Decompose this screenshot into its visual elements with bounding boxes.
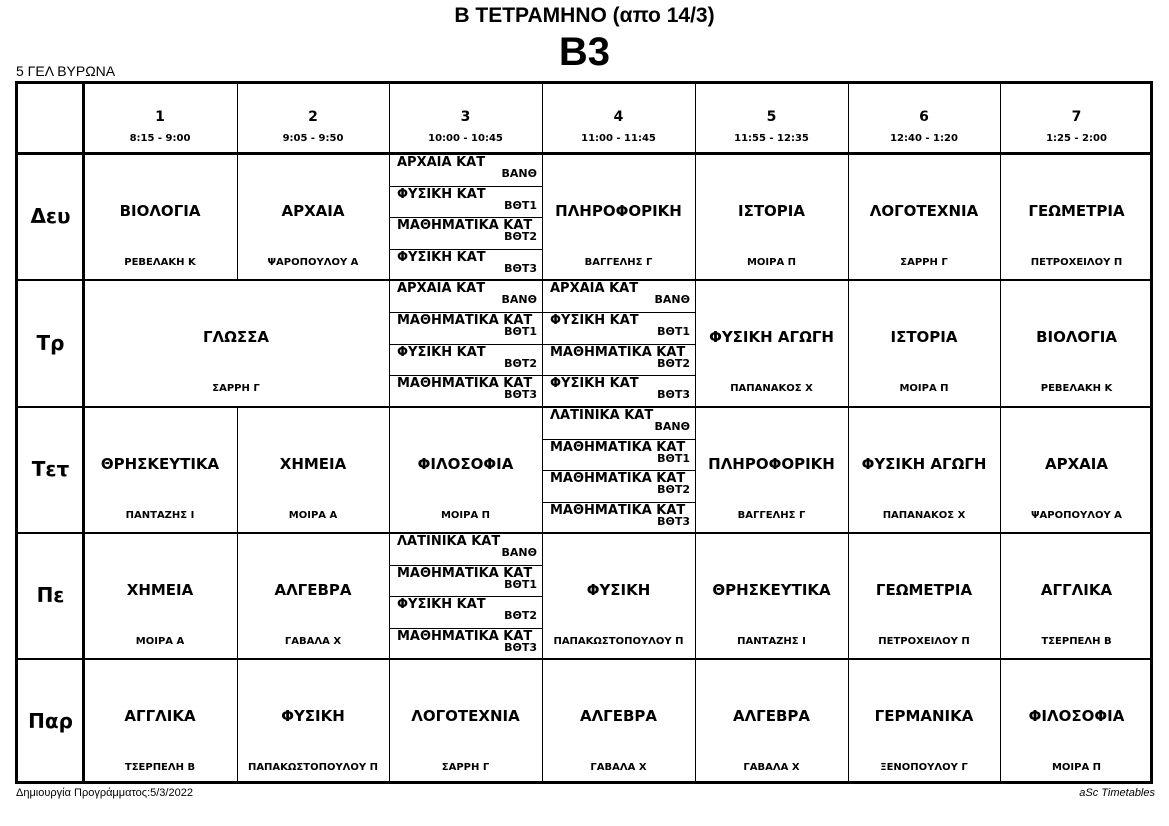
lesson-teacher: ΒΑΓΓΕΛΗΣ Γ (584, 257, 653, 268)
period-number: 4 (613, 109, 624, 125)
created-date: Δημιουργία Προγράμματος:5/3/2022 (16, 787, 193, 799)
split-lesson (389, 344, 542, 376)
lesson-cell (83, 659, 237, 784)
split-lesson-group: ΒΘΤ2 (504, 356, 537, 370)
lesson-teacher: ΒΑΓΓΕΛΗΣ Γ (737, 510, 806, 521)
lesson-subject: ΓΛΩΣΣΑ (202, 328, 270, 346)
lesson-teacher: ΤΣΕΡΠΕΛΗ Β (124, 762, 196, 773)
lesson-subject: ΑΛΓΕΒΡΑ (732, 707, 811, 725)
lesson-teacher: ΜΟΙΡΑ Α (135, 636, 185, 647)
lesson-subject: ΑΓΓΛΙΚΑ (1040, 581, 1113, 599)
split-lesson (542, 470, 695, 502)
split-lesson-subject: ΜΑΘΗΜΑΤΙΚΑ ΚΑΤ (397, 565, 533, 581)
lesson-teacher: ΞΕΝΟΠΟΥΛΟΥ Γ (880, 762, 968, 773)
split-divider (542, 312, 695, 313)
split-lesson-group: ΒΘΤ1 (504, 577, 537, 591)
split-divider (389, 375, 542, 376)
lesson-teacher: ΨΑΡΟΠΟΥΛΟΥ Α (1031, 510, 1122, 521)
lesson-cell (1000, 533, 1153, 659)
lesson-subject: ΑΡΧΑΙΑ (1045, 455, 1108, 473)
lesson-teacher: ΠΑΠΑΚΩΣΤΟΠΟΥΛΟΥ Π (247, 762, 379, 773)
day-label: Δευ (30, 204, 71, 228)
period-time: 1:25 - 2:00 (1046, 133, 1107, 144)
split-lesson (542, 375, 695, 407)
lesson-teacher: ΓΑΒΑΛΑ Χ (743, 762, 800, 773)
split-lesson-subject: ΦΥΣΙΚΗ ΚΑΤ (397, 597, 486, 612)
lesson-teacher: ΠΑΝΤΑΖΗΣ Ι (737, 636, 806, 647)
split-lesson (389, 533, 542, 565)
lesson-subject: ΦΙΛΟΣΟΦΙΑ (1028, 707, 1125, 725)
period-time: 8:15 - 9:00 (129, 133, 191, 144)
split-lesson-subject: ΛΑΤΙΝΙΚΑ ΚΑΤ (550, 408, 654, 423)
lesson-cell (848, 659, 1000, 784)
lesson-cell (695, 280, 848, 407)
period-header (1000, 109, 1153, 144)
lesson-cell (83, 533, 237, 659)
split-lesson (389, 154, 542, 186)
split-lesson-subject: ΦΥΣΙΚΗ ΚΑΤ (550, 312, 639, 328)
lesson-subject: ΦΙΛΟΣΟΦΙΑ (417, 455, 514, 473)
period-time: 10:00 - 10:45 (428, 133, 503, 144)
lesson-cell (1000, 280, 1153, 407)
lesson-cell (848, 407, 1000, 533)
lesson-subject: ΠΛΗΡΟΦΟΡΙΚΗ (555, 202, 682, 220)
lesson-teacher: ΜΟΙΡΑ Π (899, 383, 949, 394)
day-label: Παρ (28, 708, 73, 733)
period-number: 5 (766, 109, 777, 125)
split-lesson-subject: ΜΑΘΗΜΑΤΙΚΑ ΚΑΤ (397, 312, 533, 328)
lesson-cell (848, 533, 1000, 659)
lesson-cell (83, 280, 389, 407)
lesson-cell (695, 407, 848, 533)
lesson-cell (237, 533, 389, 659)
lesson-subject: ΙΣΤΟΡΙΑ (890, 328, 958, 346)
lesson-subject: ΑΛΓΕΒΡΑ (579, 707, 658, 725)
split-lesson-group: ΒΘΤ3 (504, 261, 537, 275)
split-lesson-group: ΒΑΝΘ (654, 420, 690, 433)
split-lesson-subject: ΑΡΧΑΙΑ ΚΑΤ (397, 155, 486, 170)
split-lesson (389, 565, 542, 597)
lesson-teacher: ΤΣΕΡΠΕΛΗ Β (1041, 636, 1112, 647)
split-divider (389, 628, 542, 629)
lesson-teacher: ΣΑΡΡΗ Γ (900, 257, 948, 268)
lesson-subject: ΘΡΗΣΚΕΥΤΙΚΑ (712, 581, 831, 599)
lesson-cell (389, 659, 542, 784)
split-lesson (542, 280, 695, 312)
split-divider (542, 439, 695, 440)
lesson-cell (848, 280, 1000, 407)
period-number: 1 (155, 109, 165, 125)
lesson-teacher: ΠΑΠΑΚΩΣΤΟΠΟΥΛΟΥ Π (553, 636, 684, 647)
split-lesson (389, 249, 542, 281)
lesson-subject: ΓΕΡΜΑΝΙΚΑ (874, 707, 974, 725)
split-lesson-group: ΒΘΤ2 (657, 356, 690, 370)
day-label: Τρ (36, 330, 65, 355)
period-time: 12:40 - 1:20 (890, 133, 958, 144)
split-lesson-subject: ΜΑΘΗΜΑΤΙΚΑ ΚΑΤ (550, 439, 686, 455)
period-number: 2 (308, 109, 318, 125)
lesson-cell (542, 659, 695, 784)
split-lesson-group: ΒΑΝΘ (654, 293, 690, 306)
lesson-teacher: ΜΟΙΡΑ Π (746, 257, 797, 268)
split-lesson-group: ΒΘΤ3 (657, 388, 690, 402)
split-lesson-subject: ΦΥΣΙΚΗ ΚΑΤ (397, 344, 486, 360)
lesson-cell (237, 659, 389, 784)
lesson-cell (542, 533, 695, 659)
class-name: Β3 (558, 30, 611, 74)
period-number: 3 (460, 109, 471, 125)
split-lesson (389, 280, 542, 312)
lesson-subject: ΒΙΟΛΟΓΙΑ (1036, 328, 1117, 346)
period-header (695, 109, 848, 144)
lesson-teacher: ΡΕΒΕΛΑΚΗ Κ (124, 257, 196, 268)
split-lesson-subject: ΜΑΘΗΜΑΤΙΚΑ ΚΑΤ (397, 218, 533, 233)
lesson-subject: ΦΥΣΙΚΗ (586, 581, 651, 599)
day-label: Πε (36, 583, 65, 607)
split-lesson (389, 628, 542, 660)
lesson-teacher: ΨΑΡΟΠΟΥΛΟΥ Α (267, 257, 359, 268)
split-divider (389, 565, 542, 566)
lesson-cell (695, 154, 848, 280)
period-number: 7 (1071, 109, 1082, 125)
split-lesson-subject: ΑΡΧΑΙΑ ΚΑΤ (397, 281, 486, 296)
split-lesson-group: ΒΘΤ1 (504, 198, 537, 212)
lesson-subject: ΦΥΣΙΚΗ ΑΓΩΓΗ (709, 328, 834, 346)
split-lesson (389, 596, 542, 628)
split-lesson-group: ΒΘΤ2 (504, 609, 537, 622)
lesson-teacher: ΜΟΙΡΑ Π (440, 510, 491, 521)
split-lesson-group: ΒΘΤ1 (657, 324, 690, 338)
day-label: Τετ (31, 457, 70, 481)
lesson-subject: ΙΣΤΟΡΙΑ (738, 202, 805, 220)
lesson-teacher: ΣΑΡΡΗ Γ (441, 762, 490, 773)
split-divider (389, 217, 542, 218)
split-lesson-subject: ΜΑΘΗΜΑΤΙΚΑ ΚΑΤ (550, 344, 686, 360)
lesson-subject: ΠΛΗΡΟΦΟΡΙΚΗ (708, 455, 835, 473)
software-credit: aSc Timetables (1079, 787, 1155, 799)
period-time: 11:00 - 11:45 (581, 133, 656, 144)
lesson-teacher: ΡΕΒΕΛΑΚΗ Κ (1040, 383, 1113, 394)
split-lesson (542, 407, 695, 439)
split-divider (389, 344, 542, 345)
lesson-teacher: ΠΕΤΡΟΧΕΙΛΟΥ Π (878, 636, 970, 647)
split-lesson-group: ΒΘΤ2 (657, 483, 690, 496)
lesson-cell (542, 154, 695, 280)
split-lesson (542, 502, 695, 534)
period-number: 6 (919, 109, 929, 125)
lesson-teacher: ΠΑΠΑΝΑΚΟΣ Χ (730, 383, 813, 394)
split-lesson (542, 439, 695, 471)
lesson-subject: ΛΟΓΟΤΕΧΝΙΑ (869, 202, 979, 220)
split-lesson-group: ΒΘΤ3 (504, 388, 537, 402)
lesson-subject: ΘΡΗΣΚΕΥΤΙΚΑ (100, 455, 220, 473)
split-divider (389, 312, 542, 313)
lesson-teacher: ΣΑΡΡΗ Γ (212, 383, 260, 394)
split-divider (542, 375, 695, 376)
term-title: Β ΤΕΤΡΑΜΗΝΟ (απο 14/3) (454, 4, 715, 27)
lesson-subject: ΛΟΓΟΤΕΧΝΙΑ (411, 707, 520, 725)
split-divider (389, 249, 542, 250)
split-lesson-group: ΒΘΤ3 (504, 640, 537, 654)
split-lesson-subject: ΦΥΣΙΚΗ ΚΑΤ (550, 376, 639, 392)
lesson-subject: ΓΕΩΜΕΤΡΙΑ (875, 581, 973, 599)
lesson-subject: ΦΥΣΙΚΗ (281, 707, 345, 725)
split-divider (542, 502, 695, 503)
split-divider (389, 186, 542, 187)
lesson-teacher: ΠΑΠΑΝΑΚΟΣ Χ (882, 510, 966, 521)
lesson-subject: ΑΓΓΛΙΚΑ (124, 707, 196, 725)
lesson-subject: ΦΥΣΙΚΗ ΑΓΩΓΗ (861, 455, 987, 473)
lesson-cell (237, 407, 389, 533)
lesson-subject: ΑΡΧΑΙΑ (281, 202, 345, 220)
period-time: 11:55 - 12:35 (734, 133, 809, 144)
split-lesson (389, 217, 542, 249)
lesson-subject: ΧΗΜΕΙΑ (126, 581, 194, 599)
school-name: 5 ΓΕΛ ΒΥΡΩΝΑ (16, 63, 116, 79)
split-divider (542, 344, 695, 345)
period-header (83, 109, 237, 144)
split-divider (542, 470, 695, 471)
split-lesson (542, 312, 695, 344)
split-lesson (389, 312, 542, 344)
lesson-cell (695, 659, 848, 784)
lesson-subject: ΓΕΩΜΕΤΡΙΑ (1028, 202, 1125, 220)
split-lesson-group: ΒΘΤ1 (504, 324, 537, 338)
split-lesson-group: ΒΑΝΘ (501, 167, 537, 180)
split-lesson-group: ΒΑΝΘ (501, 293, 537, 306)
split-lesson-group: ΒΘΤ1 (657, 451, 690, 465)
lesson-cell (237, 154, 389, 280)
lesson-teacher: ΠΕΤΡΟΧΕΙΛΟΥ Π (1030, 257, 1123, 268)
lesson-teacher: ΜΟΙΡΑ Π (1051, 762, 1102, 773)
split-lesson (389, 186, 542, 218)
split-divider (389, 596, 542, 597)
split-lesson (389, 375, 542, 407)
lesson-cell (1000, 659, 1153, 784)
lesson-subject: ΧΗΜΕΙΑ (279, 455, 347, 473)
split-lesson-subject: ΜΑΘΗΜΑΤΙΚΑ ΚΑΤ (550, 471, 686, 486)
split-lesson-group: ΒΘΤ3 (657, 514, 690, 528)
lesson-subject: ΑΛΓΕΒΡΑ (274, 581, 352, 599)
split-lesson (542, 344, 695, 376)
split-lesson-subject: ΛΑΤΙΝΙΚΑ ΚΑΤ (397, 534, 501, 549)
lesson-teacher: ΓΑΒΑΛΑ Χ (284, 636, 342, 647)
lesson-cell (848, 154, 1000, 280)
period-header (848, 109, 1000, 144)
lesson-cell (695, 533, 848, 659)
split-lesson-subject: ΜΑΘΗΜΑΤΙΚΑ ΚΑΤ (397, 376, 533, 392)
split-lesson-group: ΒΑΝΘ (501, 546, 537, 559)
lesson-cell (389, 407, 542, 533)
split-lesson-group: ΒΘΤ2 (504, 230, 537, 243)
period-header (542, 109, 695, 144)
split-lesson-subject: ΦΥΣΙΚΗ ΚΑΤ (397, 186, 486, 202)
split-lesson-subject: ΜΑΘΗΜΑΤΙΚΑ ΚΑΤ (550, 502, 686, 518)
lesson-cell (1000, 407, 1153, 533)
period-header (389, 109, 542, 144)
lesson-cell (83, 407, 237, 533)
lesson-cell (1000, 154, 1153, 280)
lesson-teacher: ΓΑΒΑΛΑ Χ (590, 762, 647, 773)
period-header (237, 109, 389, 144)
lesson-teacher: ΜΟΙΡΑ Α (288, 510, 338, 521)
split-lesson-subject: ΦΥΣΙΚΗ ΚΑΤ (397, 249, 486, 265)
period-time: 9:05 - 9:50 (282, 133, 344, 144)
lesson-cell (83, 154, 237, 280)
lesson-teacher: ΠΑΝΤΑΖΗΣ Ι (125, 510, 195, 521)
lesson-subject: ΒΙΟΛΟΓΙΑ (119, 202, 201, 220)
split-lesson-subject: ΜΑΘΗΜΑΤΙΚΑ ΚΑΤ (397, 628, 533, 644)
split-lesson-subject: ΑΡΧΑΙΑ ΚΑΤ (550, 281, 639, 296)
